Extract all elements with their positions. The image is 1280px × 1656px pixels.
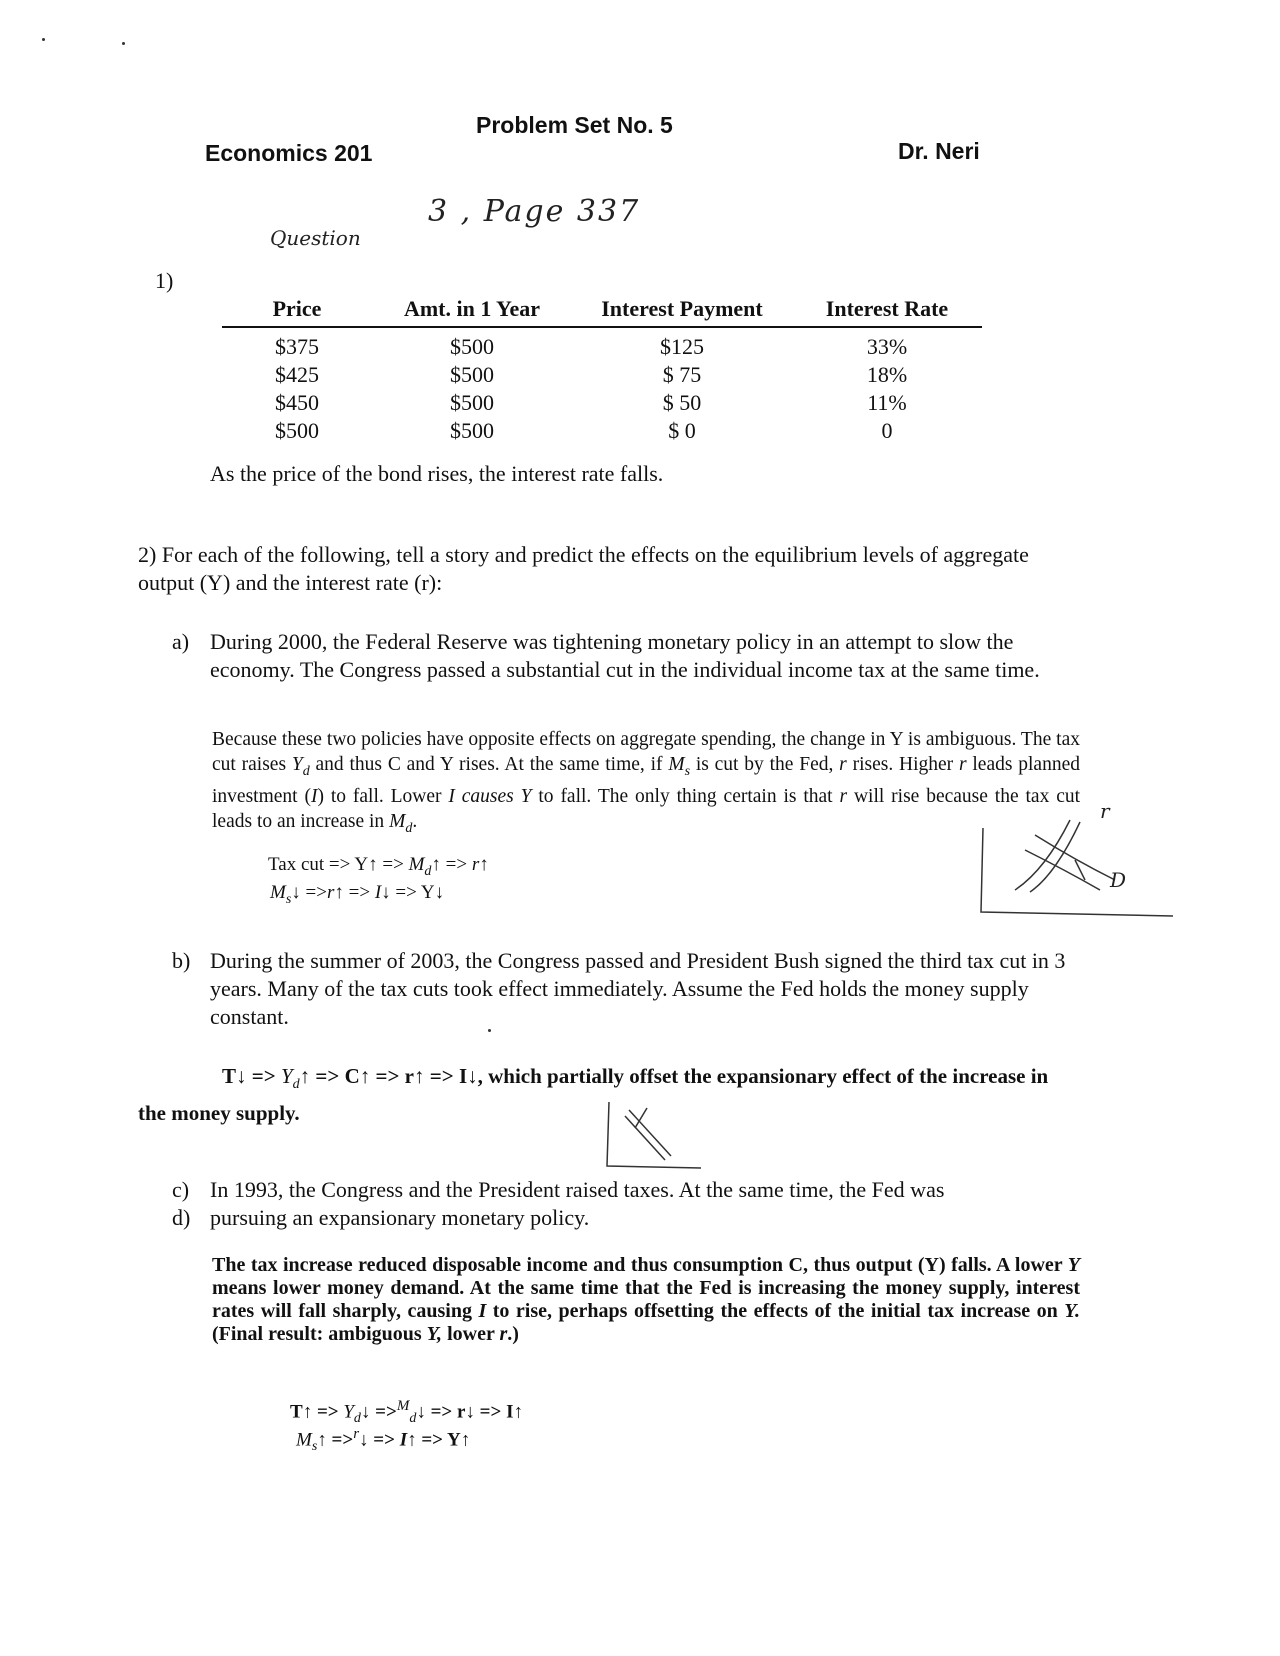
- cell-rate: 18%: [866, 362, 908, 387]
- col-price: Price: [222, 296, 372, 327]
- sketch-label-d: D: [1110, 868, 1127, 892]
- sketch-curve: [629, 1110, 671, 1156]
- sketch-curve: [625, 1116, 665, 1160]
- q2a-answer: Because these two policies have opposite effects on aggregate spending, the change in Y is ambiguous. The tax cut raises $Y_d$ and thus C and Y rises. At the same time, if $M_s$ is cut by the Fed, r rises. Higher r leads planned investment (I) to fall. Lower I causes Y to fall. The only thing certain is that r will rise because the tax cut leads to an increase in $M_d$.: [212, 729, 1081, 836]
- table-row: [222, 389, 982, 417]
- col-amount: Amt. in 1 Year: [372, 296, 572, 327]
- q2c-equation-2: $M_s↑$ =>$^r$↓ => I↑ => Y↑: [296, 1426, 471, 1455]
- cell-amount: $500: [450, 418, 494, 443]
- q2b-label: b): [172, 948, 191, 973]
- q2a-label: a): [172, 629, 190, 654]
- cell-price: $450: [275, 390, 319, 415]
- cell-rate: 33%: [866, 334, 908, 359]
- scan-speck: [122, 42, 125, 45]
- table-row: [222, 333, 982, 361]
- q2c-text-line2: pursuing an expansionary monetary policy.: [210, 1205, 590, 1230]
- col-interest-payment: Interest Payment: [572, 296, 792, 327]
- q2b-answer: T↓ => $Y_d↑$ => C↑ => r↑ => I↓, which partially offset the expansionary effect of the increase in the money supply.: [138, 1064, 1049, 1126]
- handwritten-question-label: Question: [270, 226, 361, 250]
- bond-table: [222, 296, 982, 445]
- course-title: Economics 201: [205, 140, 373, 166]
- q2a-equation-2: $M_s↓$ =>r↑ => I↓ => Y↓: [270, 882, 445, 907]
- handdrawn-money-market-sketch: [975, 800, 1180, 925]
- handdrawn-shift-sketch: [605, 1098, 705, 1170]
- sketch-axes: [607, 1102, 701, 1168]
- cell-payment: $125: [660, 334, 704, 359]
- cell-price: $500: [275, 418, 319, 443]
- scan-speck: [42, 38, 45, 41]
- table-row: [222, 361, 982, 389]
- q2-intro: 2) For each of the following, tell a story and predict the effects on the equilibrium levels of aggregate output (Y) and the interest rate (r):: [138, 542, 1029, 595]
- instructor-name: Dr. Neri: [898, 138, 980, 164]
- cell-amount: $500: [450, 334, 494, 359]
- q2c-answer: The tax increase reduced disposable income and thus consumption C, thus output (Y) falls. A lower Y means lower money demand. At the same time that the Fed is increasing the money supply, interest rates will fall sharply, causing I to rise, perhaps offsetting the effects of the initial tax increase on Y. (Final result: ambiguous Y, lower r.): [212, 1254, 1081, 1345]
- q2a-text: During 2000, the Federal Reserve was tightening monetary policy in an attempt to slow the economy. The Congress passed a substantial cut in the individual income tax at the same time.: [210, 629, 1040, 682]
- q2b-text: During the summer of 2003, the Congress passed and President Bush signed the third tax cut in 3 years. Many of the tax cuts took effect immediately. Assume the Fed holds the money supply constant.: [210, 948, 1066, 1029]
- table-header-row: [222, 296, 982, 327]
- handwritten-page-ref: 3 , Page 337: [428, 194, 641, 229]
- cell-price: $375: [275, 334, 319, 359]
- cell-amount: $500: [450, 390, 494, 415]
- q2c-label: c): [172, 1177, 190, 1202]
- col-interest-rate: Interest Rate: [792, 296, 982, 327]
- q2c-text-line1: In 1993, the Congress and the President raised taxes. At the same time, the Fed was: [210, 1177, 945, 1202]
- table-row: [222, 417, 982, 445]
- cell-price: $425: [275, 362, 319, 387]
- q2a-equation-1: Tax cut => Y↑ => $M_d↑$ => r↑: [268, 854, 489, 879]
- q2c-equation-1: T↑ => $Y_d↓$ =>$^M_d$↓ => r↓ => I↑: [290, 1398, 523, 1427]
- sketch-label-r: r: [1100, 800, 1110, 823]
- cell-payment: $ 0: [668, 418, 696, 443]
- cell-rate: 0: [881, 418, 893, 443]
- cell-payment: $ 50: [662, 390, 702, 415]
- cell-rate: 11%: [867, 390, 907, 415]
- cell-amount: $500: [450, 362, 494, 387]
- q2d-label: d): [172, 1205, 191, 1230]
- cell-payment: $ 75: [662, 362, 702, 387]
- q1-number: 1): [155, 268, 174, 293]
- sketch-axes: [981, 828, 1173, 916]
- q1-conclusion: As the price of the bond rises, the interest rate falls.: [210, 461, 664, 486]
- scan-speck: [488, 1029, 491, 1032]
- problem-set-title: Problem Set No. 5: [476, 112, 673, 138]
